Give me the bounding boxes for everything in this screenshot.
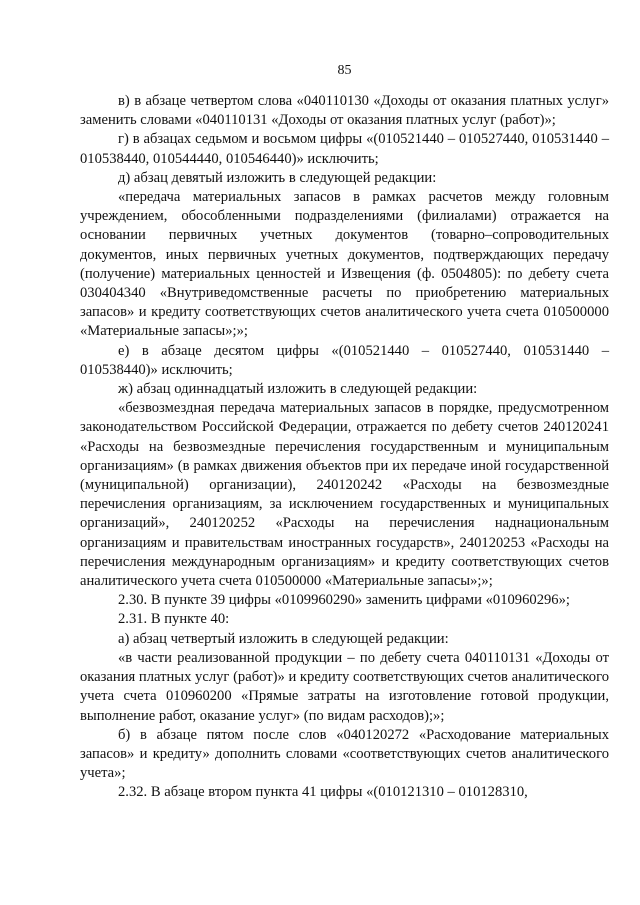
paragraph-2-31: 2.31. В пункте 40:: [118, 611, 230, 628]
paragraph-b: б) в абзаце пятом после слов «040120272 «Расходование материальных запасов» и кредиту» дополнить словами «соответствующих счетов аналитического учета»;: [80, 726, 609, 782]
paragraph-a-quote: «в части реализованной продукции – по дебету счета 040110131 «Доходы от оказания платных услуг (работ)» и кредиту соответствующих счетов аналитического учета счета 010960200 «Прямые затраты на изготовление готовой продукции, выполнение работ, оказание услуг» (по видам расходов);»;: [80, 649, 609, 724]
paragraph-zh: ж) абзац одиннадцатый изложить в следующей редакции:: [118, 381, 478, 398]
paragraph-2-32: 2.32. В абзаце втором пункта 41 цифры «(010121310 – 010128310,: [118, 784, 528, 801]
paragraph-zh-quote: «безвозмездная передача материальных запасов в порядке, предусмотренном законодательством Российской Федерации, отражается по дебету счетов 240120241 «Расходы на безвозмездные перечисления государственным и муниципальным организациям» (в рамках движения объектов при их передаче иной государственной (муниципальной) организации), 240120242 «Расходы на безвозмездные перечисления организациям, за исключением государственных и муниципальных организаций», 240120252 «Расходы на перечисления наднациональным организациям и правительствам иностранных государств», 240120253 «Расходы на перечисления международным организациям» и кредиту соответствующих счетов аналитического учета счета 010500000 «Материальные запасы»;»;: [80, 400, 609, 590]
paragraph-v: в) в абзаце четвертом слова «040110130 «Доходы от оказания платных услуг» заменить словами «040110131 «Доходы от оказания платных услуг (работ)»;: [80, 93, 609, 129]
paragraph-2-30: 2.30. В пункте 39 цифры «0109960290» заменить цифрами «010960296»;: [118, 592, 570, 609]
paragraph-a: а) абзац четвертый изложить в следующей редакции:: [118, 630, 449, 647]
paragraph-e: е) в абзаце десятом цифры «(010521440 – 010527440, 010531440 – 010538440)» исключить;: [80, 342, 609, 378]
paragraph-d-quote: «передача материальных запасов в рамках расчетов между головным учреждением, обособленными подразделениями (филиалами) отражается на основании первичных учетных документов (товарно–сопроводительных документов, иных первичных учетных документов, подтверждающих передачу (получение) материальных ценностей и Извещения (ф. 0504805): по дебету счета 030404340 «Внутриведомственные расчеты по приобретению материальных запасов» и кредиту соответствующих счетов аналитического учета счета 010500000 «Материальные запасы»;»;: [80, 189, 609, 340]
document-body: [80, 92, 609, 803]
paragraph-d: д) абзац девятый изложить в следующей редакции:: [118, 169, 437, 186]
paragraph-g: г) в абзацах седьмом и восьмом цифры «(010521440 – 010527440, 010531440 – 010538440, 010544440, 010546440)» исключить;: [80, 131, 609, 167]
page-number: 85: [337, 63, 352, 78]
